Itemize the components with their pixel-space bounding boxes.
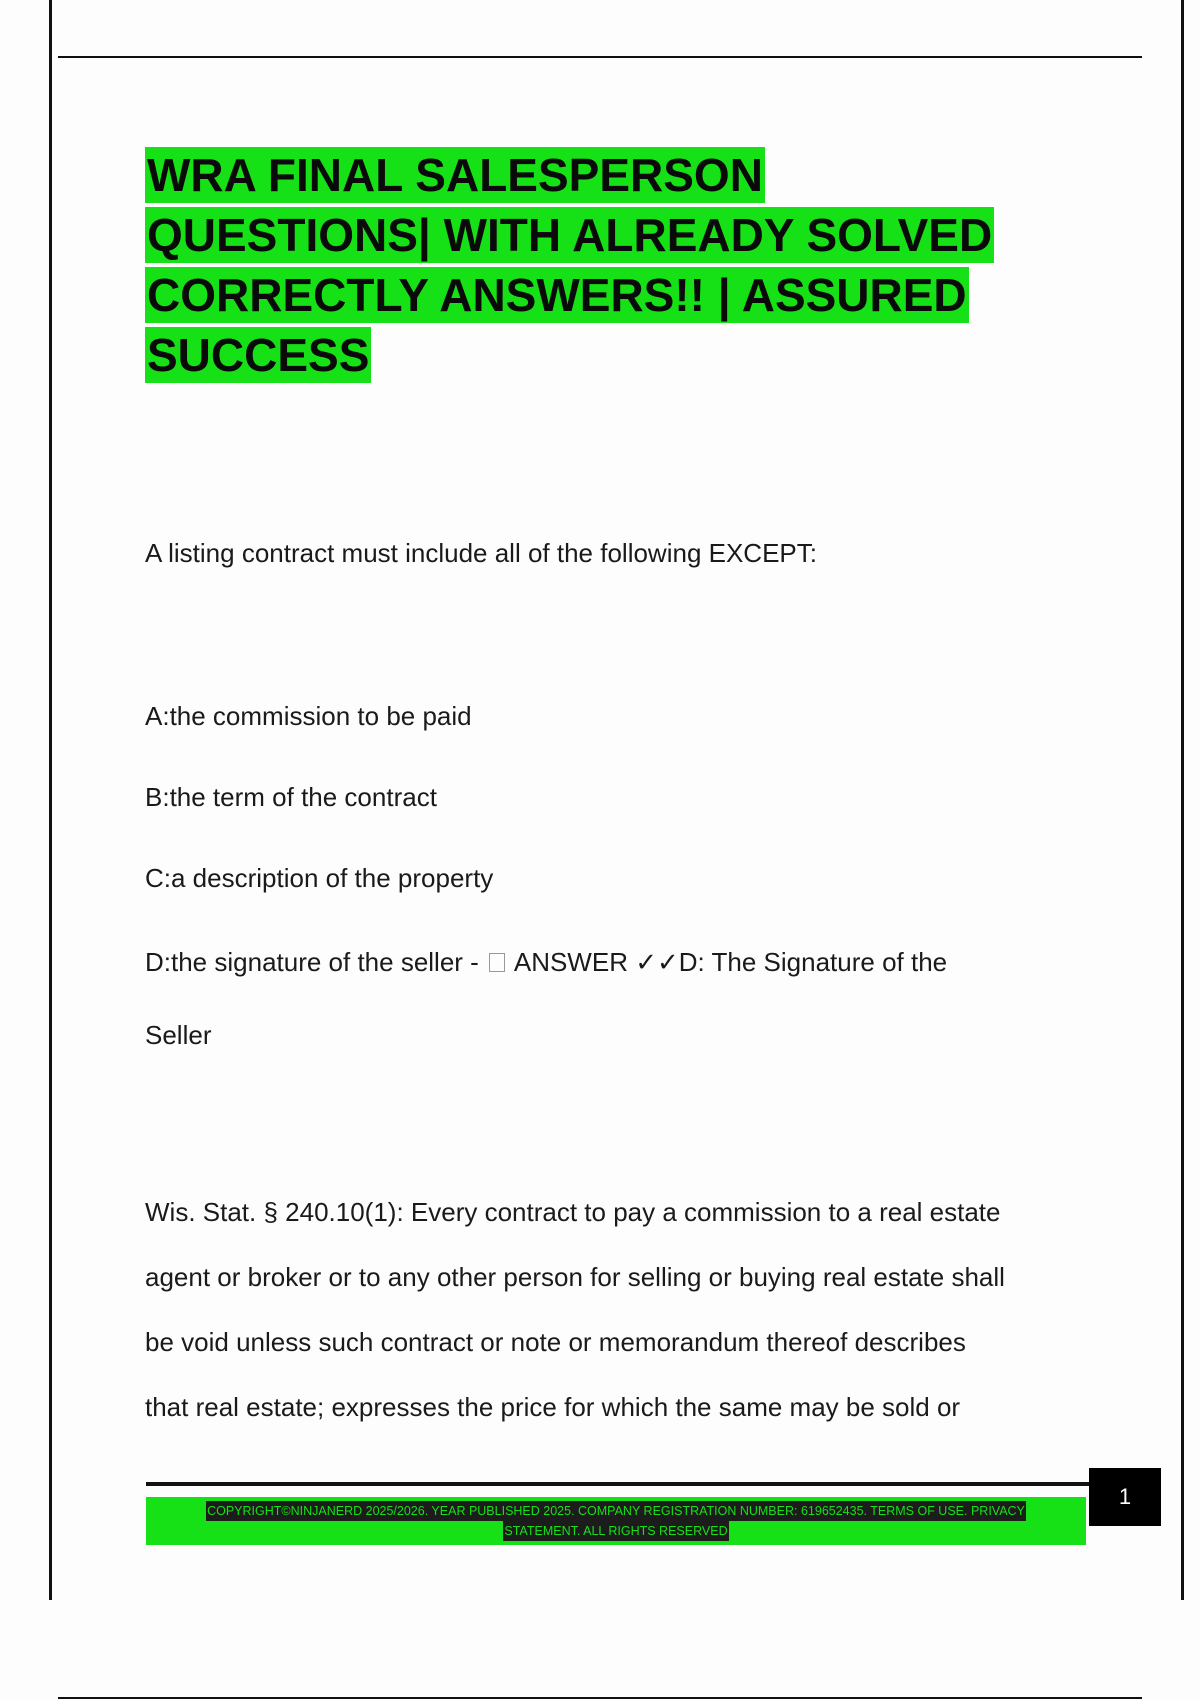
copyright-footer	[146, 1497, 1086, 1545]
title-line-2: QUESTIONS| WITH ALREADY SOLVED	[147, 209, 993, 261]
paragraph-line: be void unless such contract or note or memorandum thereof describes	[145, 1327, 966, 1357]
page-number: 1	[1089, 1468, 1161, 1526]
option-c: C:a description of the property	[145, 863, 494, 893]
title-line-3: CORRECTLY ANSWERS!! | ASSURED	[147, 269, 967, 321]
copyright-line-2: STATEMENT. ALL RIGHTS RESERVED	[503, 1521, 728, 1541]
copyright-line-1: COPYRIGHT©NINJANERD 2025/2026. YEAR PUBLISHED 2025. COMPANY REGISTRATION NUMBER: 619652435. TERMS OF USE. PRIVACY	[206, 1501, 1026, 1521]
question-text: A listing contract must include all of the following EXCEPT:	[145, 538, 817, 568]
paragraph-line: Wis. Stat. § 240.10(1): Every contract to pay a commission to a real estate	[145, 1197, 1001, 1227]
answer-continued: Seller	[145, 1020, 212, 1050]
statute-paragraph	[145, 1180, 1095, 1440]
paragraph-line: that real estate; expresses the price for which the same may be sold or	[145, 1392, 961, 1422]
footer-rule	[146, 1482, 1090, 1486]
option-a: A:the commission to be paid	[145, 701, 472, 731]
page-bottom-rule	[58, 1697, 1142, 1699]
option-d	[145, 947, 947, 978]
missing-glyph-icon	[489, 953, 505, 972]
page-border-right	[1181, 0, 1184, 1600]
option-b: B:the term of the contract	[145, 782, 437, 812]
title-line-1: WRA FINAL SALESPERSON	[147, 149, 763, 201]
paragraph-line: agent or broker or to any other person for selling or buying real estate shall	[145, 1262, 1005, 1292]
answer-text: ANSWER ✓✓D: The Signature of the	[508, 947, 948, 977]
option-d-text: D:the signature of the seller -	[145, 947, 487, 977]
document-title	[145, 145, 1065, 385]
header-rule	[58, 56, 1142, 58]
page-border-left	[49, 0, 52, 1600]
title-line-4: SUCCESS	[147, 329, 370, 381]
